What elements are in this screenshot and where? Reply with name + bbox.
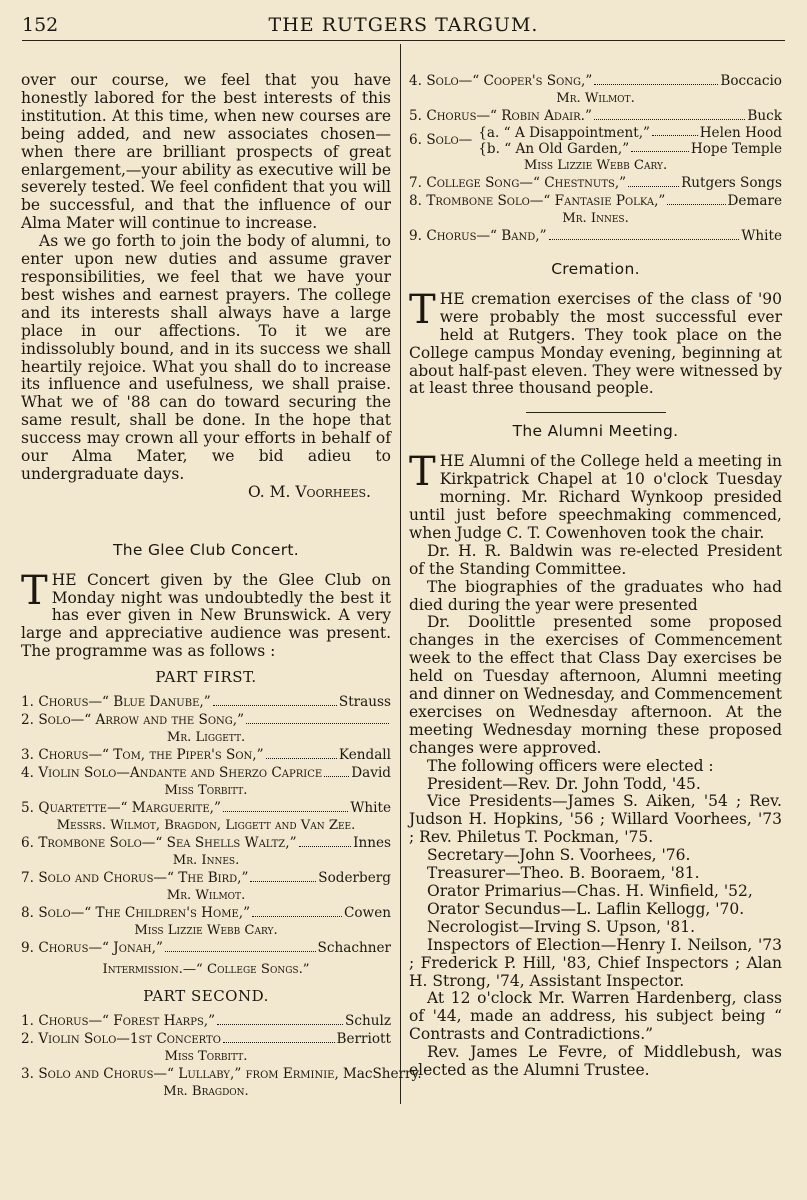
item-text: [21, 764, 322, 782]
paragraph: over our course, we feel that you have honestly labored for the best interests of this institution. At this time, when new courses are being added, and new associates chosen—when there are brilliant prospects of great enlargement,—your ability as executive will be severely tested. We feel confident that you will be successful, and that the influence of our Alma Mater will continue to increase.: [21, 71, 391, 233]
composer: Innes: [353, 835, 391, 852]
composer: Demare: [727, 193, 782, 209]
piece-title: Violin Solo—Andante and Sherzo Caprice: [38, 765, 323, 782]
item-number: 6.: [21, 835, 34, 852]
composer: Strauss: [338, 694, 391, 711]
drop-cap: T: [409, 286, 436, 333]
composer: Rutgers Songs: [681, 175, 782, 191]
alumni-paragraphs: [409, 543, 782, 1080]
mark: {b.: [478, 141, 500, 157]
piece-a: [478, 125, 782, 141]
composer: White: [741, 228, 782, 244]
composer: MacSherry.: [342, 1066, 422, 1082]
piece-title: Solo—“ Cooper's Song,”: [426, 73, 593, 89]
performer: Mr. Bragdon.: [163, 1084, 249, 1099]
item-text: [21, 799, 221, 817]
item-text: [21, 904, 250, 922]
section-divider: [526, 412, 666, 413]
composer: Soderberg: [318, 870, 391, 887]
item-number: 5.: [21, 800, 34, 817]
programme-part-second: [21, 1012, 422, 1100]
leader-dots: [594, 72, 718, 85]
column-divider: [400, 44, 401, 1104]
composer: Berriott: [336, 1031, 391, 1047]
piece-title: Chorus—“ Blue Danube,”: [38, 694, 211, 711]
leader-dots: [250, 869, 316, 882]
programme-item: [21, 1012, 391, 1030]
item-number: 3.: [21, 747, 34, 764]
item-number: 1.: [21, 1013, 34, 1029]
composer: David: [351, 765, 391, 782]
item-text: [21, 1030, 221, 1048]
programme-item: [21, 746, 391, 764]
piece-title: Quartette—“ Marguerite,”: [38, 800, 221, 817]
programme-item: [409, 72, 782, 90]
performer: Miss Torbitt.: [164, 783, 248, 799]
item-text: [21, 869, 248, 887]
programme-item: [21, 1065, 422, 1083]
item-text: [21, 834, 297, 852]
item-text: [21, 939, 163, 957]
item-text: [409, 174, 626, 192]
item-number: 7.: [21, 870, 34, 887]
programme-item: [409, 107, 782, 125]
signature: O. M. Voorhees.: [247, 482, 371, 501]
performer: Miss Lizzie Webb Cary.: [134, 923, 278, 939]
leader-dots: [246, 711, 389, 724]
leader-dots: [217, 1012, 343, 1025]
paragraph: President—Rev. Dr. John Todd, '45.: [427, 774, 701, 793]
drop-cap: T: [409, 449, 436, 496]
programme-item: [21, 799, 391, 817]
paragraph: The biographies of the graduates who had died during the year were presented: [409, 577, 782, 614]
performer: Messrs. Wilmot, Bragdon, Liggett and Van Zee.: [56, 818, 356, 834]
section-heading-glee-club: The Glee Club Concert.: [113, 540, 299, 559]
publication-title: THE RUTGERS TARGUM.: [268, 14, 539, 36]
drop-cap: T: [21, 567, 48, 614]
part-first-heading: PART FIRST.: [155, 668, 257, 687]
programme-item: [21, 1030, 391, 1048]
piece-title: Chorus—“ Band,”: [426, 228, 547, 244]
piece-title: Solo—“ The Children's Home,”: [38, 905, 251, 922]
leader-dots: [165, 939, 316, 952]
piece-title: “ A Disappointment,”: [503, 125, 650, 141]
paragraph: Dr. H. R. Baldwin was re-elected President of the Standing Committee.: [409, 541, 782, 578]
cremation-text: [409, 286, 782, 398]
page-header: [22, 14, 785, 36]
programme-end: [409, 174, 782, 245]
programme-item: [21, 834, 391, 852]
item-number: 2.: [21, 1031, 34, 1047]
paragraph: At 12 o'clock Mr. Warren Hardenberg, class of '44, made an address, his subject being “ Contrasts and Contradictions.”: [409, 989, 782, 1044]
leader-dots: [213, 693, 337, 706]
composer: Hope Temple: [690, 141, 782, 157]
piece-title: Chorus—“ Robin Adair.”: [426, 108, 592, 124]
performer: Mr. Wilmot.: [166, 888, 246, 904]
item-number: 8.: [21, 905, 34, 922]
piece-title: Solo—“ Arrow and the Song,”: [38, 712, 245, 729]
leader-dots: [628, 174, 679, 187]
leader-dots: [667, 192, 725, 205]
leader-dots: [266, 746, 337, 759]
programme-item: [21, 869, 391, 887]
paragraph: Rev. James Le Fevre, of Middlebush, was elected as the Alumni Trustee.: [409, 1043, 782, 1080]
item-number: 3.: [21, 1066, 34, 1082]
programme-item: [21, 904, 391, 922]
glee-intro-text: HE Concert given by the Glee Club on Monday night was undoubtedly the best it has ever given in New Brunswick. A very large and appreciative audience was present. The programme was as follows :: [21, 570, 391, 661]
item-text: [21, 711, 244, 729]
item-number: 2.: [21, 712, 34, 729]
composer: Helen Hood: [699, 125, 782, 141]
composer: Schachner: [317, 940, 391, 957]
leader-dots: [223, 799, 348, 812]
item-number: 7.: [409, 175, 422, 191]
item-number: 4.: [21, 765, 34, 782]
piece-b: [478, 141, 782, 157]
piece-title: College Song—“ Chestnuts,”: [426, 175, 627, 191]
item-text: [409, 192, 665, 210]
leader-dots: [223, 1030, 335, 1043]
piece-title: Chorus—“ Forest Harps,”: [38, 1013, 216, 1029]
performer: Mr. Innes.: [172, 853, 240, 869]
composer: Schulz: [345, 1013, 391, 1029]
alumni-intro: [409, 449, 782, 543]
item-number: 1.: [21, 694, 34, 711]
item-text: [21, 693, 211, 711]
leader-dots: [631, 141, 689, 152]
leader-dots: [324, 764, 349, 777]
paragraph: Dr. Doolittle presented some proposed changes in the exercises of Commencement week to the effect that Class Day exercises be held on Tuesday afternoon, Alumni meeting and dinner on Wednesday, and Commencement exercises on Wednesday afternoon. At the meeting Wednesday morning these proposed changes were approved.: [409, 613, 783, 757]
composer: Buck: [747, 108, 782, 124]
page-number: 152: [22, 14, 59, 36]
performer: Miss Torbitt.: [164, 1049, 248, 1064]
paragraph: Inspectors of Election—Henry I. Neilson, '73 ; Frederick P. Hill, '83, Chief Inspectors ; Alan H. Strong, '74, Assistant Inspector.: [409, 935, 782, 990]
item-6-label: [409, 132, 472, 150]
item-number: 4.: [409, 73, 422, 89]
item-number: 8.: [409, 193, 422, 209]
performer: Mr. Wilmot.: [556, 91, 635, 106]
piece-title: “ An Old Garden,”: [504, 141, 630, 157]
paragraph: Necrologist—Irving S. Upson, '81.: [427, 917, 696, 936]
piece-title: Chorus—“ Tom, the Piper's Son,”: [38, 747, 264, 764]
composer: White: [350, 800, 391, 817]
leader-dots: [594, 107, 745, 120]
piece-title: Solo and Chorus—“ The Bird,”: [38, 870, 249, 887]
leader-dots: [252, 904, 342, 917]
section-heading-alumni-meeting: The Alumni Meeting.: [512, 422, 679, 441]
performer: Mr. Innes.: [562, 211, 629, 226]
section-heading-cremation: Cremation.: [551, 260, 640, 278]
item-text: [409, 227, 547, 245]
paragraph: Treasurer—Theo. B. Booraem, '81.: [427, 864, 700, 883]
paragraph: Secretary—John S. Voorhees, '76.: [427, 846, 691, 865]
piece-title: Trombone Solo—“ Sea Shells Waltz,”: [38, 835, 297, 852]
paragraph: As we go forth to join the body of alumni, to enter upon new duties and assume graver responsibilities, we feel that we have your best wishes and earnest prayers. The college and its interests shall always have a large place in our affections. To it we are indissolubly bound, and in its success we shall heartily rejoice. What you shall do to increase its influence and usefulness, we shall praise. What we of '88 can do toward securing the same result, shall be done. In the hope that success may crown all your efforts in behalf of our Alma Mater, we bid adieu to undergraduate days.: [21, 232, 391, 483]
programme-item: [21, 711, 391, 729]
leader-dots: [549, 227, 740, 240]
programme-continued: [409, 72, 782, 125]
part-second-heading: PART SECOND.: [143, 987, 269, 1006]
item-kind: Solo—: [426, 132, 473, 149]
paragraph: Vice Presidents—James S. Aiken, '54 ; Rev. Judson H. Hopkins, '56 ; Willard Voorhees, '73 ; Rev. Philetus T. Pockman, '75.: [409, 792, 782, 847]
cremation-body: HE cremation exercises of the class of '90 were probably the most successful ever held at Rutgers. They took place on the College campus Monday evening, beginning at about half-past eleven. They were witnessed by at least three thousand people.: [409, 289, 782, 398]
programme-item-6: [409, 125, 782, 157]
alumni-intro-text: HE Alumni of the College held a meeting in Kirkpatrick Chapel at 10 o'clock Tuesday morning. Mr. Richard Wynkoop presided until just before speechmaking commenced, when Judge C. T. Cowenhoven took the chair.: [409, 452, 782, 542]
item-text: [21, 746, 264, 764]
piece-title: Chorus—“ Jonah,”: [38, 940, 163, 957]
item-text: [21, 1012, 215, 1030]
item-text: [21, 1065, 339, 1083]
paragraph: Orator Secundus—L. Laflin Kellogg, '70.: [427, 899, 745, 918]
leader-dots: [299, 834, 352, 847]
left-column: [21, 71, 422, 1100]
item-text: [409, 107, 592, 125]
intermission: Intermission.—“ College Songs.”: [102, 962, 310, 978]
programme-item: [409, 227, 782, 245]
right-column: [409, 72, 782, 1080]
performer: Miss Lizzie Webb Cary.: [523, 158, 668, 173]
composer: Kendall: [338, 747, 391, 764]
mark: {a.: [478, 125, 500, 141]
paragraph: The following officers were elected :: [427, 756, 714, 775]
piece-title: Trombone Solo—“ Fantasie Polka,”: [426, 193, 666, 209]
item-number: 5.: [409, 108, 422, 124]
programme-item: [409, 192, 782, 210]
item-number: 6.: [409, 132, 422, 149]
programme-part-first: [21, 693, 391, 957]
piece-title: Violin Solo—1st Concerto: [38, 1031, 221, 1047]
programme-item: [21, 939, 391, 957]
performer: Mr. Liggett.: [166, 730, 246, 746]
programme-item: [21, 764, 391, 782]
piece-title: Solo and Chorus—“ Lullaby,” from Erminie,: [38, 1066, 339, 1082]
item-number: 9.: [21, 940, 34, 957]
item-text: [409, 72, 592, 90]
programme-item: [409, 174, 782, 192]
item-number: 9.: [409, 228, 422, 244]
paragraph: Orator Primarius—Chas. H. Winfield, '52,: [427, 882, 753, 900]
leader-dots: [652, 125, 698, 136]
composer: Boccacio: [720, 73, 782, 89]
programme-item: [21, 693, 391, 711]
item-6-pieces: [478, 125, 782, 157]
header-rule: [22, 40, 785, 41]
glee-intro: [21, 567, 391, 662]
composer: Cowen: [343, 905, 391, 922]
